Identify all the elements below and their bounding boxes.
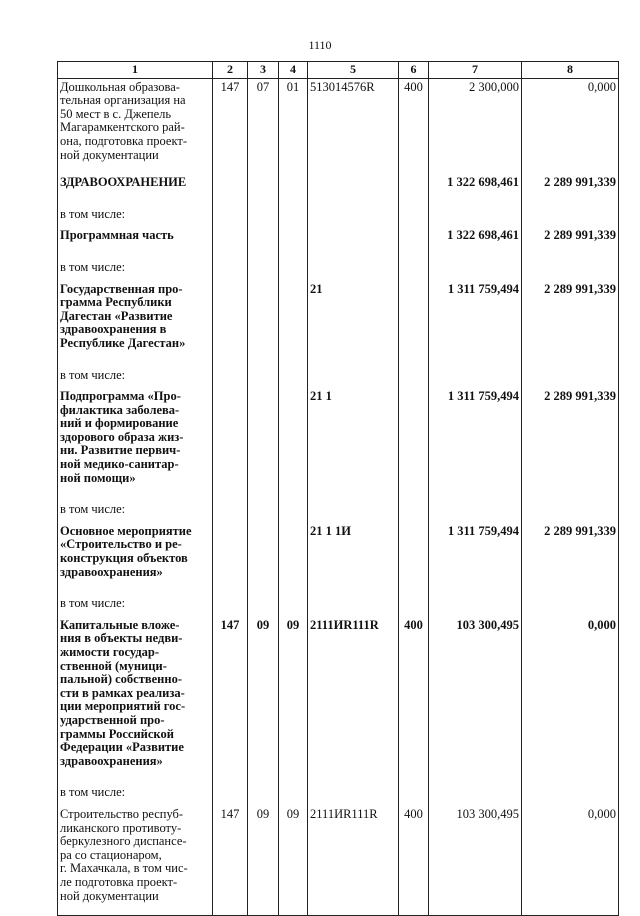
subsection-code-cell — [279, 174, 308, 202]
expense-type-cell — [399, 780, 429, 806]
ministry-code-cell — [213, 388, 248, 497]
row-name-cell: Подпрограмма «Про- филактика заболева- ний и формирование здорового образа жиз- ни. Развитие первич- ной медико-санитар- ной помощи» — [58, 388, 213, 497]
row-name-cell: Дошкольная образова- тельная организация на 50 мест в с. Джепель Магарамкентского рай- она, подготовка проект- ной документации — [58, 78, 213, 174]
expense-type-cell: 400 — [399, 617, 429, 781]
ministry-code-cell — [213, 174, 248, 202]
row-name-cell: Строительство респуб- ликанского противоту- беркулезного диспансе- ра со стационаром, г. Махачкала, в том чис- ле подготовка проект- ной документации — [58, 806, 213, 916]
subsection-code-cell — [279, 202, 308, 228]
column-header: 4 — [279, 62, 308, 79]
table-row — [58, 591, 619, 617]
expense-type-cell — [399, 497, 429, 523]
section-code-cell — [248, 523, 279, 591]
target-article-cell: 21 1 — [308, 388, 399, 497]
section-code-cell — [248, 363, 279, 389]
table-row — [58, 363, 619, 389]
section-code-cell — [248, 227, 279, 255]
amount-year1-cell — [429, 591, 522, 617]
subsection-code-cell — [279, 363, 308, 389]
table-row — [58, 227, 619, 255]
subsection-code-cell: 09 — [279, 806, 308, 916]
column-header: 7 — [429, 62, 522, 79]
expense-type-cell — [399, 363, 429, 389]
row-name-cell: Капитальные вложе- ния в объекты недви- жимости государ- ственной (муници- пальной) собственно- сти в рамках реализа- ции мероприятий гос- ударственной про- граммы Российской Федерации «Развитие здравоохранения» — [58, 617, 213, 781]
column-header: 2 — [213, 62, 248, 79]
section-code-cell — [248, 174, 279, 202]
page-number: 1110 — [308, 38, 332, 52]
amount-year1-cell: 1 311 759,494 — [429, 388, 522, 497]
ministry-code-cell — [213, 227, 248, 255]
amount-year1-cell — [429, 363, 522, 389]
section-code-cell: 09 — [248, 617, 279, 781]
target-article-cell: 21 1 1И — [308, 523, 399, 591]
amount-year1-cell — [429, 497, 522, 523]
ministry-code-cell — [213, 255, 248, 281]
ministry-code-cell — [213, 363, 248, 389]
amount-year2-cell: 2 289 991,339 — [522, 174, 619, 202]
subsection-code-cell: 09 — [279, 617, 308, 781]
subsection-code-cell — [279, 591, 308, 617]
table-row — [58, 202, 619, 228]
header-row — [58, 62, 619, 79]
amount-year1-cell — [429, 255, 522, 281]
column-header: 8 — [522, 62, 619, 79]
amount-year1-cell: 1 322 698,461 — [429, 174, 522, 202]
budget-table — [57, 61, 619, 916]
table-body — [58, 78, 619, 916]
row-name-cell: Основное мероприятие «Строительство и ре- конструкция объектов здравоохранения» — [58, 523, 213, 591]
amount-year1-cell — [429, 780, 522, 806]
subsection-code-cell — [279, 281, 308, 363]
ministry-code-cell — [213, 780, 248, 806]
target-article-cell — [308, 255, 399, 281]
section-code-cell — [248, 255, 279, 281]
table-row — [58, 806, 619, 916]
column-header: 5 — [308, 62, 399, 79]
target-article-cell: 2111ИR111R — [308, 617, 399, 781]
row-name-cell: в том числе: — [58, 255, 213, 281]
section-code-cell — [248, 497, 279, 523]
subsection-code-cell — [279, 497, 308, 523]
row-name-cell: в том числе: — [58, 363, 213, 389]
row-name-cell: Государственная про- грамма Республики Дагестан «Развитие здравоохранения в Республике Дагестан» — [58, 281, 213, 363]
expense-type-cell — [399, 281, 429, 363]
ministry-code-cell: 147 — [213, 617, 248, 781]
expense-type-cell — [399, 388, 429, 497]
ministry-code-cell — [213, 497, 248, 523]
subsection-code-cell — [279, 780, 308, 806]
ministry-code-cell — [213, 591, 248, 617]
amount-year1-cell: 1 311 759,494 — [429, 523, 522, 591]
section-code-cell: 07 — [248, 78, 279, 174]
table-row — [58, 780, 619, 806]
column-header: 3 — [248, 62, 279, 79]
section-code-cell — [248, 388, 279, 497]
row-name-cell: в том числе: — [58, 202, 213, 228]
subsection-code-cell: 01 — [279, 78, 308, 174]
amount-year1-cell: 2 300,000 — [429, 78, 522, 174]
amount-year2-cell — [522, 202, 619, 228]
amount-year1-cell: 103 300,495 — [429, 806, 522, 916]
ministry-code-cell — [213, 281, 248, 363]
amount-year2-cell — [522, 780, 619, 806]
subsection-code-cell — [279, 388, 308, 497]
expense-type-cell — [399, 174, 429, 202]
expense-type-cell — [399, 591, 429, 617]
row-name-cell: в том числе: — [58, 497, 213, 523]
table-row — [58, 281, 619, 363]
subsection-code-cell — [279, 523, 308, 591]
column-header: 6 — [399, 62, 429, 79]
row-name-cell: ЗДРАВООХРАНЕНИЕ — [58, 174, 213, 202]
subsection-code-cell — [279, 227, 308, 255]
expense-type-cell — [399, 202, 429, 228]
table-row — [58, 617, 619, 781]
expense-type-cell: 400 — [399, 78, 429, 174]
amount-year1-cell: 103 300,495 — [429, 617, 522, 781]
expense-type-cell — [399, 255, 429, 281]
target-article-cell — [308, 174, 399, 202]
subsection-code-cell — [279, 255, 308, 281]
amount-year2-cell: 0,000 — [522, 617, 619, 781]
target-article-cell — [308, 363, 399, 389]
amount-year2-cell: 0,000 — [522, 806, 619, 916]
target-article-cell: 2111ИR111R — [308, 806, 399, 916]
amount-year2-cell — [522, 591, 619, 617]
section-code-cell — [248, 281, 279, 363]
amount-year2-cell: 2 289 991,339 — [522, 523, 619, 591]
ministry-code-cell — [213, 202, 248, 228]
table-row — [58, 174, 619, 202]
expense-type-cell: 400 — [399, 806, 429, 916]
ministry-code-cell — [213, 523, 248, 591]
row-name-cell: Программная часть — [58, 227, 213, 255]
ministry-code-cell: 147 — [213, 806, 248, 916]
section-code-cell: 09 — [248, 806, 279, 916]
section-code-cell — [248, 780, 279, 806]
amount-year2-cell — [522, 497, 619, 523]
table-row — [58, 523, 619, 591]
ministry-code-cell: 147 — [213, 78, 248, 174]
expense-type-cell — [399, 523, 429, 591]
target-article-cell — [308, 202, 399, 228]
row-name-cell: в том числе: — [58, 591, 213, 617]
amount-year1-cell: 1 322 698,461 — [429, 227, 522, 255]
amount-year2-cell: 2 289 991,339 — [522, 227, 619, 255]
row-name-cell: в том числе: — [58, 780, 213, 806]
amount-year2-cell — [522, 363, 619, 389]
expense-type-cell — [399, 227, 429, 255]
target-article-cell — [308, 780, 399, 806]
target-article-cell: 21 — [308, 281, 399, 363]
target-article-cell: 513014576R — [308, 78, 399, 174]
table-row — [58, 78, 619, 174]
column-header: 1 — [58, 62, 213, 79]
section-code-cell — [248, 202, 279, 228]
section-code-cell — [248, 591, 279, 617]
amount-year2-cell: 2 289 991,339 — [522, 281, 619, 363]
target-article-cell — [308, 227, 399, 255]
amount-year1-cell: 1 311 759,494 — [429, 281, 522, 363]
table-row — [58, 255, 619, 281]
amount-year2-cell: 0,000 — [522, 78, 619, 174]
amount-year2-cell: 2 289 991,339 — [522, 388, 619, 497]
target-article-cell — [308, 591, 399, 617]
amount-year1-cell — [429, 202, 522, 228]
table-row — [58, 497, 619, 523]
amount-year2-cell — [522, 255, 619, 281]
table-row — [58, 388, 619, 497]
target-article-cell — [308, 497, 399, 523]
